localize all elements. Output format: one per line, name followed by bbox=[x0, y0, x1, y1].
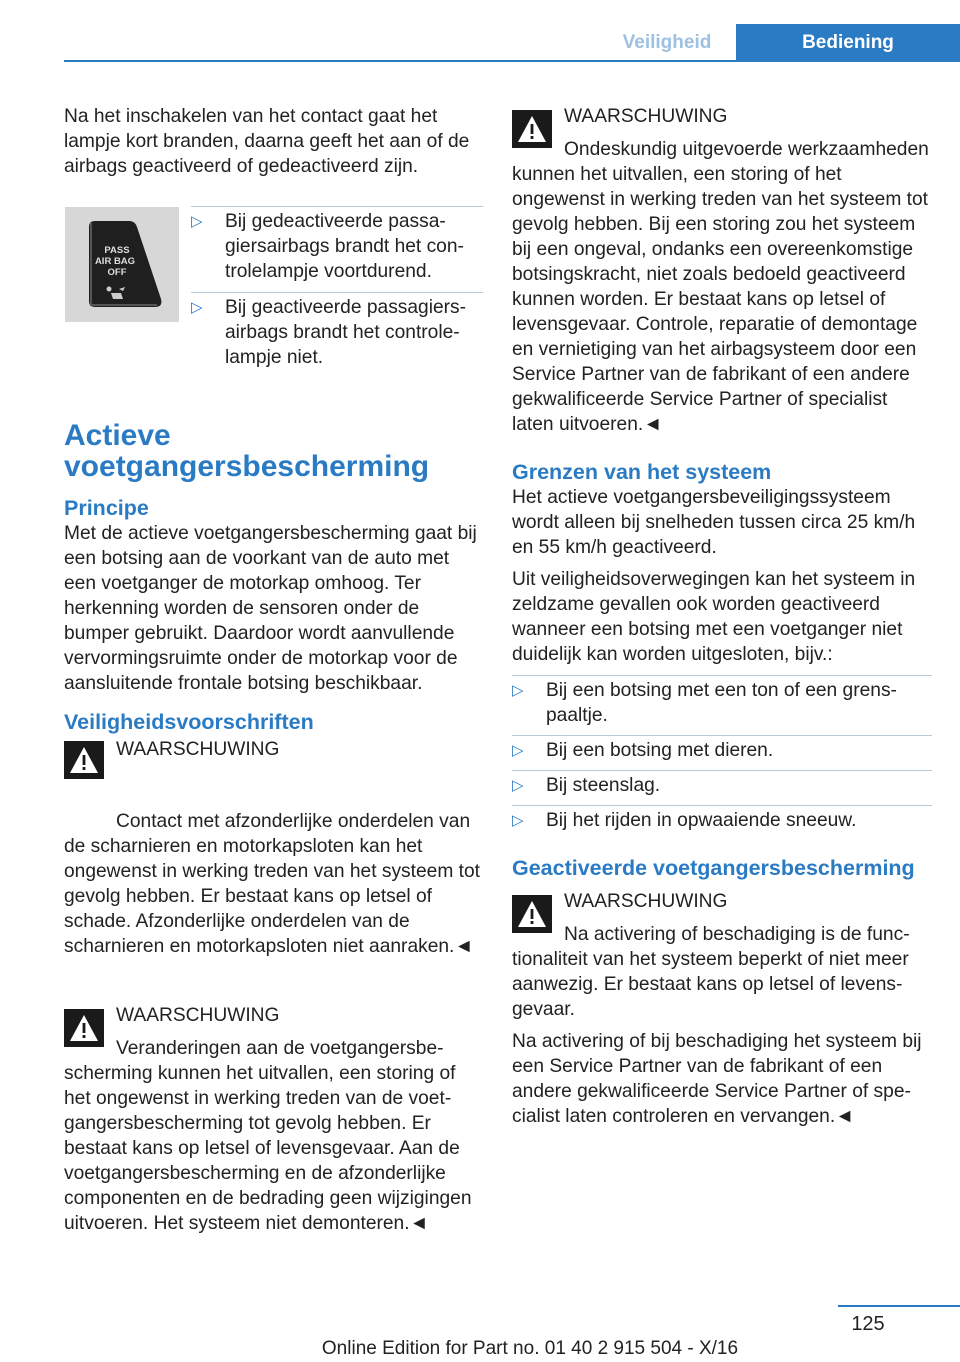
veiligheid-heading: Veiligheidsvoorschriften bbox=[64, 710, 314, 734]
airbag-bullet-list bbox=[191, 206, 483, 370]
geactiveerde-heading: Geactiveerde voetgangersbescherming bbox=[512, 856, 915, 880]
warning-triangle-icon bbox=[64, 741, 104, 779]
list-item: ▷ Bij gedeactiveerde passagiersairbags brandt het controlelampje voortdurend. bbox=[191, 211, 464, 282]
list-item: ▷ Bij geactiveerde passagiersairbags brandt het controlelampje niet. bbox=[191, 297, 467, 368]
airbag-label-off: OFF bbox=[107, 267, 127, 278]
warning1-text: Contact met afzonderlijke onderdelen van de scharnieren en motorkapsloten kan het ongewenst in werking treden van het systeem tot gevolg hebben. Er bestaat kans op letsel of schade. Afzonderlijke onderdelen van de scharnieren en motorkapsloten niet aanraken.◄ bbox=[64, 811, 480, 957]
warning-title: WAARSCHUWING bbox=[564, 106, 728, 127]
edition-footer: Online Edition for Part no. 01 40 2 915 504 - X/16 bbox=[321, 1338, 739, 1359]
closing-text: Na activering of bij beschadiging het systeem bij een Service Partner van de fabrikant of een andere gekwalificeerde Service Partner of specialist laten controleren en vervangen.◄ bbox=[512, 1031, 922, 1127]
airbag-off-indicator-image bbox=[65, 207, 179, 322]
warning-block bbox=[512, 104, 932, 129]
warning2-block bbox=[64, 1003, 484, 1236]
footer-rule bbox=[838, 1305, 960, 1307]
triangle-bullet-icon: ▷ bbox=[512, 682, 524, 699]
warning-title: WAARSCHUWING bbox=[116, 739, 280, 760]
grenzen-text-2: Uit veiligheidsoverwegingen kan het systeem in zeldzame gevallen ook worden geactiveerd wanneer een botsing met een voetganger niet duidelijk kan worden uitgesloten, bijv.: bbox=[512, 569, 916, 665]
page-number: 125 bbox=[851, 1313, 885, 1335]
warning-block bbox=[64, 1003, 484, 1028]
warning-title: WAARSCHUWING bbox=[116, 1005, 280, 1026]
triangle-bullet-icon: ▷ bbox=[512, 812, 524, 829]
list-item: ▷ Bij het rijden in opwaaiende sneeuw. bbox=[512, 810, 857, 831]
triangle-bullet-icon: ▷ bbox=[512, 742, 524, 759]
warning-triangle-icon bbox=[512, 895, 552, 933]
header-rule bbox=[64, 60, 960, 62]
tab-veiligheid: Veiligheid bbox=[622, 32, 712, 53]
warning-triangle-icon bbox=[64, 1009, 104, 1047]
grenzen-heading: Grenzen van het systeem bbox=[512, 460, 772, 484]
warning2-text: Veranderingen aan de voetgangersbescherming kunnen het uitvallen, een storing of het ongewenst in werking treden van de voetgangersbescherming tot gevolg hebben. Er bestaat kans op letsel of levensgevaar. Aan de voetgangersbescherming en de afzonderlijke componenten en de bedrading geen wijzigingen uitvoeren. Het systeem niet demonteren.◄ bbox=[64, 1038, 472, 1234]
airbag-label-airbag: AIR BAG bbox=[94, 256, 136, 267]
warning3-text: Ondeskundig uitgevoerde werkzaamheden kunnen het uitvallen, een storing of het ongewenst in werking treden van het systeem tot gevolg hebben. Bij een storing zou het systeem bij een ongeval, ondanks een overeenkomstige botsingskracht, niet zoals bedoeld geactiveerd kunnen worden. Er bestaat kans op letsel of levensgevaar. Controle, reparatie of demontage en vernietiging van het airbagsysteem door een Service Partner van de fabrikant of een andere gekwalificeerde Service Partner of specialist laten uitvoeren.◄ bbox=[512, 139, 929, 435]
section-title: Actieve voetgangersbescherming bbox=[64, 419, 430, 483]
grenzen-text-1: Het actieve voetgangersbeveiligingssysteem wordt alleen bij snelheden tussen circa 25 km/h en 55 km/h geactiveerd. bbox=[512, 487, 916, 558]
warning-block bbox=[64, 737, 484, 762]
triangle-bullet-icon: ▷ bbox=[191, 213, 203, 230]
left-column bbox=[64, 104, 484, 179]
triangle-bullet-icon: ▷ bbox=[191, 299, 203, 316]
warning-block bbox=[512, 889, 932, 914]
list-item: ▷ Bij steenslag. bbox=[512, 775, 661, 796]
airbag-label-pass: PASS bbox=[104, 245, 130, 256]
list-item: ▷ Bij een botsing met dieren. bbox=[512, 740, 774, 761]
principe-text: Met de actieve voetgangersbescherming gaat bij een botsing aan de voorkant van de auto met een voetganger de motorkap omhoog. Ter herkenning worden de sensoren onder de bumper gebruikt. Daardoor wordt aanvullende vervormingsruimte onder de motorkap voor de aansluitende frontale botsing beschikbaar. bbox=[64, 523, 477, 694]
tab-bediening: Bediening bbox=[736, 24, 960, 62]
warning-title: WAARSCHUWING bbox=[564, 891, 728, 912]
left-column-main bbox=[64, 420, 484, 770]
list-item: ▷ Bij een botsing met een ton of een grenspaaltje. bbox=[512, 680, 897, 726]
intro-text: Na het inschakelen van het contact gaat het lampje kort branden, daarna geeft het aan of de airbags geactiveerd of gedeactiveerd zijn. bbox=[64, 106, 470, 177]
principe-heading: Principe bbox=[64, 496, 149, 520]
triangle-bullet-icon: ▷ bbox=[512, 777, 524, 794]
warning-triangle-icon bbox=[512, 110, 552, 148]
warning4-text: Na activering of beschadiging is de functionaliteit van het systeem beperkt of niet meer aanwezig. Er bestaat kans op letsel of levensgevaar. bbox=[512, 924, 910, 1020]
right-column bbox=[512, 104, 932, 1129]
warning1-body bbox=[64, 809, 484, 959]
